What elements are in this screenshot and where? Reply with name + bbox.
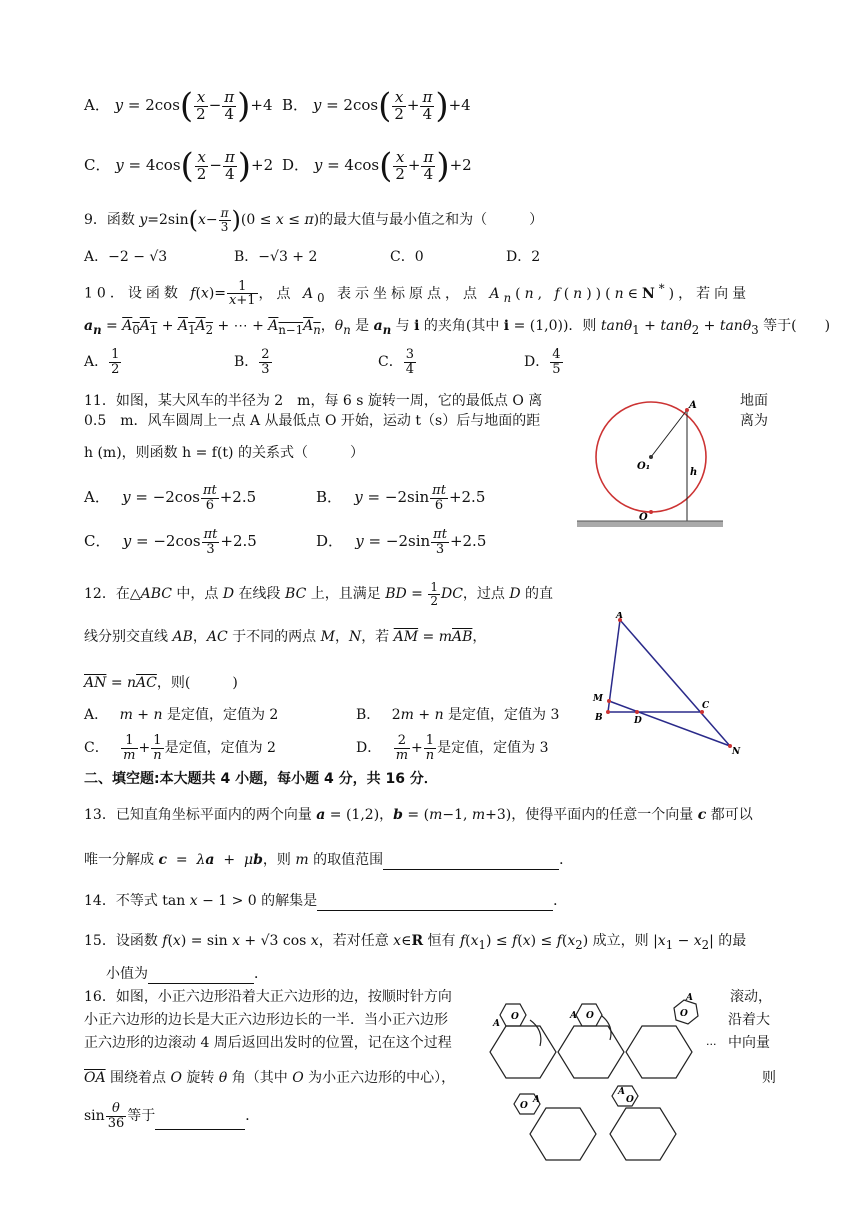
q16-fig-label-o4: O xyxy=(520,1101,528,1111)
q16-fig-label-o5: O xyxy=(626,1095,634,1105)
q16-fig-label-o2: O xyxy=(586,1011,594,1021)
q11-windmill-figure xyxy=(575,395,725,530)
q9-stem: 9．函数 y=2sin(x− $\frac{\pi}{3}$ )(0 ≤ x ≤ π)的最大值与最小值之和为（ ） xyxy=(84,206,544,235)
q9-option-b: B．−√3 + 2 xyxy=(234,249,318,265)
q12-line3: $\overline{AN} = n\overline{AC}$，则( ) xyxy=(84,675,238,691)
q11-line2: 0.5 m．风车圆周上一点 A 从最低点 O 开始，运动 t（s）后与地面的距 xyxy=(84,413,541,429)
q10-option-b: B． $\frac{2}{3}$ xyxy=(234,347,270,377)
q16-fig-dots: ··· xyxy=(706,1038,717,1051)
q14-line: 14．不等式 tan x − 1 > 0 的解集是 ． xyxy=(84,893,568,909)
q12-triangle-figure xyxy=(590,612,750,757)
q16-line2-tail: 沿着大 xyxy=(728,1012,770,1028)
q11-option-a: A． y = −2cos $\frac{\pi t}{6}$ +2.5 xyxy=(84,483,257,513)
q12-option-a: A． m + n 是定值，定值为 2 xyxy=(84,707,279,723)
q16-line4-tail: 则 xyxy=(762,1070,776,1086)
q12-option-d: D． $\frac{2}{m}$ + $\frac{1}{n}$ 是定值，定值为 3 xyxy=(356,733,549,763)
q16-line4: $\overline{OA}$ 围绕着点 O 旋转 θ 角（其中 O 为小正六边形的中心）， xyxy=(84,1070,456,1086)
q11-line1-tail: 地面 xyxy=(740,393,768,409)
q16-line5: sin $\frac{\theta}{36}$ 等于 ． xyxy=(84,1101,260,1131)
q16-hexagon-figure xyxy=(484,990,734,1166)
q16-fig-label-a1: A xyxy=(493,1019,500,1029)
q8-option-a: A． y = 2cos( $\frac{x}{2}$ − $\frac{\pi}{4}$ )+4 xyxy=(84,86,273,126)
q8-option-d: D． y = 4cos( $\frac{x}{2}$ + $\frac{\pi}{4}$ )+2 xyxy=(282,146,472,186)
q15-line1: 15．设函数 f(x) = sin x + √3 cos x，若对任意 x∈R 恒有 $f(x_1) \le f(x) \le f(x_2)$ 成立，则 $|x_1 - x_2|$ 的最 xyxy=(84,933,747,952)
q12-line1: 12．在△ABC 中，点 D 在线段 BC 上，且满足 BD = $\frac{1}{2}$ DC，过点 D 的直 xyxy=(84,580,554,608)
q11-line1: 11．如图，某大风车的半径为 2 m，每 6 s 旋转一周，它的最低点 O 离 xyxy=(84,393,543,409)
q12-option-c: C． $\frac{1}{m}$ + $\frac{1}{n}$ 是定值，定值为 2 xyxy=(84,733,276,763)
q16-fig-label-a2: A xyxy=(570,1011,577,1021)
q10-option-d: D． $\frac{4}{5}$ xyxy=(524,347,561,377)
q16-answer-blank[interactable] xyxy=(155,1113,245,1130)
q16-line2: 小正六边形的边长是大正六边形边长的一半．当小正六边形 xyxy=(84,1012,448,1028)
q13-line1: 13．已知直角坐标平面内的两个向量 a = (1,2)，b = (m−1, m+3)，使得平面内的任意一个向量 c 都可以 xyxy=(84,807,753,823)
q12-line2: 线分别交直线 AB，AC 于不同的两点 M，N，若 $\overline{AM} = m\overline{AB}$， xyxy=(84,629,487,645)
q16-fig-label-o1: O xyxy=(511,1012,519,1022)
q12-fig-label-n: N xyxy=(732,747,741,757)
q9-option-c: C．0 xyxy=(390,249,424,265)
q15-answer-blank[interactable] xyxy=(148,967,254,984)
q16-line3: 正六边形的边滚动 4 周后返回出发时的位置，记在这个过程 xyxy=(84,1035,452,1051)
q12-fig-label-d: D xyxy=(634,716,642,726)
q14-answer-blank[interactable] xyxy=(317,894,553,911)
q9-option-a: A．−2 − √3 xyxy=(84,249,168,265)
q11-option-d: D． y = −2sin $\frac{\pi t}{3}$ +2.5 xyxy=(316,527,487,557)
q11-option-b: B． y = −2sin $\frac{\pi t}{6}$ +2.5 xyxy=(316,483,486,513)
q16-line3-tail: 中向量 xyxy=(728,1035,770,1051)
q16-fig-label-o3: O xyxy=(680,1009,688,1019)
q8-option-c: C． y = 4cos( $\frac{x}{2}$ − $\frac{\pi}{4}$ )+2 xyxy=(84,146,274,186)
q12-fig-label-c: C xyxy=(702,701,710,711)
q13-answer-blank[interactable] xyxy=(383,853,559,870)
q16-fig-label-a3: A xyxy=(686,993,693,1003)
q11-fig-label-h: h xyxy=(690,467,698,478)
q9-option-d: D．2 xyxy=(506,249,541,265)
q10-option-c: C． $\frac{3}{4}$ xyxy=(378,347,414,377)
q16-fig-label-a5: A xyxy=(618,1087,625,1097)
q11-fig-label-o1: O₁ xyxy=(637,461,651,472)
q10-option-a: A． $\frac{1}{2}$ xyxy=(84,347,120,377)
q10-line2: $a_n = A_0A_1 + A_1A_2$ + ⋯ + $A_{n-1}A_n$，$\theta_n$ 是 $a_n$ 与 i 的夹角(其中 i = (1,0))．则 tanθ$_1$ + tanθ$_2$ + tanθ$_3$ 等于( ) xyxy=(84,318,831,337)
section-2-heading: 二、填空题:本大题共 4 小题，每小题 4 分，共 16 分． xyxy=(84,771,438,787)
q11-fig-label-a: A xyxy=(689,400,697,411)
q12-fig-label-m: M xyxy=(593,694,603,704)
q16-fig-label-a4: A xyxy=(533,1095,540,1105)
q16-line1-tail: 滚动， xyxy=(730,989,772,1005)
q12-fig-label-a: A xyxy=(616,612,623,621)
q11-fig-label-o: O xyxy=(639,512,648,523)
q8-option-b: B． y = 2cos( $\frac{x}{2}$ + $\frac{\pi}{4}$ )+4 xyxy=(282,86,471,126)
q16-line1: 16．如图，小正六边形沿着大正六边形的边，按顺时针方向 xyxy=(84,989,452,1005)
q12-option-b: B． 2m + n 是定值，定值为 3 xyxy=(356,707,560,723)
q11-option-c: C． y = −2cos $\frac{\pi t}{3}$ +2.5 xyxy=(84,527,257,557)
q13-line2: 唯一分解成 c = λa + μb，则 m 的取值范围 ． xyxy=(84,852,574,868)
q15-line2: 小值为 ． xyxy=(106,966,268,982)
q11-line2-tail: 离为 xyxy=(740,413,768,429)
q12-fig-label-b: B xyxy=(595,713,603,723)
q10-line1: 10．设函数 f(x)= $\frac{1}{x+1}$ ，点 $A_0$ 表示坐标原点，点 $A_n(n$, f(n))(n∈N*)，若向量 xyxy=(84,278,751,309)
q11-line3: h (m)，则函数 h = f(t) 的关系式（ ） xyxy=(84,445,364,461)
